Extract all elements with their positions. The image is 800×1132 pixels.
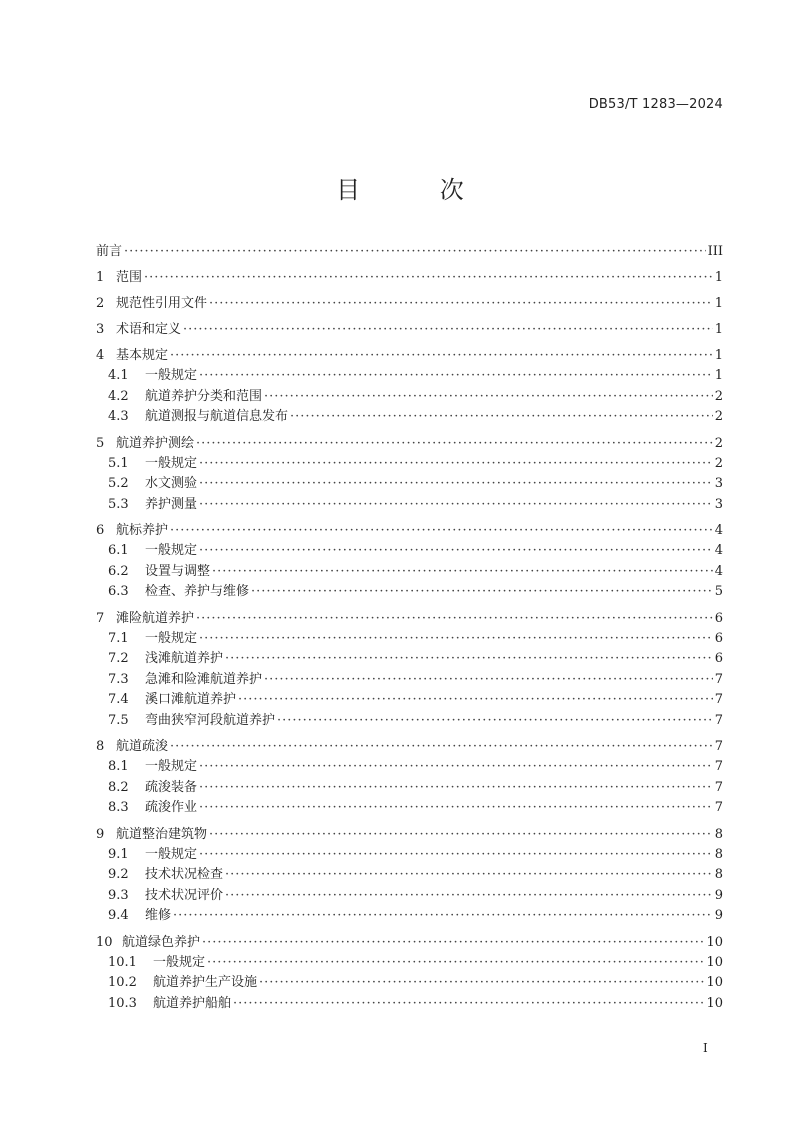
toc-entry-label: 范围 [116,270,143,285]
toc-page-number: 1 [714,368,723,383]
toc-dot-leader [199,366,713,387]
toc-entry[interactable] [96,294,723,314]
toc-entry-number: 1 [96,270,105,285]
toc-page-number: III [707,244,723,259]
toc-entry-label: 航道养护船舶 [153,995,232,1011]
toc-entry-number: 9 [96,826,105,842]
toc-page-number: 7 [714,800,723,815]
toc-entry-label: 一般规定 [145,759,198,774]
toc-entry-number: 6.3 [108,584,129,599]
toc-entry-label: 维修 [145,908,172,923]
toc-entry-label: 航道疏浚 [116,739,169,754]
toc-entry[interactable] [96,825,723,845]
toc-entry-number: 5 [96,435,105,451]
toc-page-number: 6 [714,651,723,666]
toc-entry-number: 10 [96,934,113,950]
toc-entry-label: 一般规定 [145,543,198,558]
toc-dot-leader [212,562,713,583]
toc-page-number: 8 [714,846,723,862]
toc-dot-leader [199,474,713,495]
toc-dot-leader [173,906,713,927]
toc-page-number: 1 [714,270,723,285]
toc-subentry[interactable] [96,562,723,583]
toc-dot-leader [199,778,713,799]
toc-entry-label: 前言 [96,244,123,259]
toc-entry-number: 9.3 [108,887,129,903]
page-title: 目 次 [336,176,500,204]
toc-dot-leader [144,268,713,288]
toc-entry[interactable] [96,933,723,953]
toc-entry-label: 航道养护生产设施 [153,975,258,990]
toc-page-number: 10 [706,975,723,990]
toc-page-number: 3 [714,476,723,491]
toc-dot-leader [225,886,713,907]
toc-entry-number: 9.2 [108,867,129,882]
toc-entry-number: 6.2 [108,563,129,579]
toc-page-number: 7 [714,779,723,795]
toc-entry-number: 9.1 [108,846,129,862]
toc-entry-label: 一般规定 [145,630,198,646]
toc-entry-number: 3 [96,322,105,337]
toc-dot-leader [199,757,713,778]
toc-entry-number: 7.1 [108,630,129,646]
toc-entry-label: 航道整治建筑物 [116,826,208,842]
toc-entry-number: 7.5 [108,712,129,728]
toc-entry-number: 5.1 [108,455,129,471]
toc-subentry[interactable] [96,474,723,495]
toc-subentry[interactable] [96,798,723,819]
toc-page-number: 4 [714,523,723,538]
toc-entry-label: 航道养护测绘 [116,435,195,451]
toc-dot-leader [170,521,713,541]
toc-page-number: 1 [714,348,723,363]
toc-subentry[interactable] [96,649,723,670]
toc-entry-number: 4.2 [108,388,129,404]
toc-page-number: 9 [714,908,723,923]
toc-page-number: 7 [714,712,723,728]
toc-subentry[interactable] [96,973,723,994]
toc-entry[interactable] [96,242,723,262]
toc-entry-number: 7.3 [108,671,129,687]
toc-page-number: 10 [706,934,723,950]
toc-entry-label: 养护测量 [145,496,198,512]
toc-entry-label: 滩险航道养护 [116,610,195,626]
toc-dot-leader [259,973,704,994]
toc-entry-label: 航道测报与航道信息发布 [145,409,289,424]
toc-page-number: 9 [714,887,723,903]
toc-page-number: 5 [714,584,723,599]
toc-dot-leader [264,670,713,691]
toc-entry-label: 疏浚装备 [145,779,198,795]
toc-dot-leader [290,407,713,428]
toc-subentry[interactable] [96,778,723,799]
toc-entry-number: 7.4 [108,692,129,707]
toc-page-number: 7 [714,692,723,707]
toc-dot-leader [199,454,713,475]
toc-subentry[interactable] [96,541,723,562]
toc-entry-number: 8.3 [108,800,129,815]
toc-subentry[interactable] [96,845,723,866]
toc-entry[interactable] [96,320,723,340]
toc-page-number: 10 [706,995,723,1011]
toc-subentry[interactable] [96,690,723,711]
toc-page-number: 1 [714,322,723,337]
toc-page-number: 10 [706,954,723,970]
toc-entry[interactable] [96,609,723,629]
toc-subentry[interactable] [96,757,723,778]
toc-page-number: 1 [714,296,723,311]
toc-entry-label: 技术状况检查 [145,867,224,882]
toc-entry-number: 10.1 [108,954,137,970]
toc-page-number: 2 [714,435,723,451]
toc-dot-leader [238,690,713,711]
toc-page-number: 7 [714,739,723,754]
toc-dot-leader [183,320,713,340]
toc-dot-leader [196,434,713,454]
toc-entry-label: 急滩和险滩航道养护 [145,671,263,687]
toc-dot-leader [202,933,704,953]
toc-subentry[interactable] [96,865,723,886]
toc-dot-leader [199,629,713,650]
toc-dot-leader [199,495,713,516]
toc-entry[interactable] [96,521,723,541]
toc-entry-label: 一般规定 [145,846,198,862]
toc-entry-label: 设置与调整 [145,563,211,579]
toc-entry-label: 术语和定义 [116,322,182,337]
toc-entry-number: 4.3 [108,409,129,424]
toc-entry-number: 7 [96,610,105,626]
toc-entry-number: 5.2 [108,476,129,491]
toc-page-number: 6 [714,630,723,646]
toc-dot-leader [170,737,713,757]
toc-entry-number: 8.1 [108,759,129,774]
toc-dot-leader [199,845,713,866]
toc-page-number: 7 [714,671,723,687]
toc-entry-label: 一般规定 [145,368,198,383]
toc-page-number: 7 [714,759,723,774]
toc-page-number: 8 [714,867,723,882]
toc-subentry[interactable] [96,387,723,408]
toc-entry-number: 4.1 [108,368,129,383]
toc-entry-label: 溪口滩航道养护 [145,692,237,707]
toc-entry-label: 基本规定 [116,348,169,363]
toc-dot-leader [264,387,713,408]
toc-page-number: 2 [714,455,723,471]
toc-page-number: 8 [714,826,723,842]
toc-dot-leader [225,649,713,670]
toc-entry-number: 8.2 [108,779,129,795]
toc-entry-label: 弯曲狭窄河段航道养护 [145,712,276,728]
toc-entry-number: 10.2 [108,975,137,990]
toc-subentry[interactable] [96,906,723,927]
toc-entry-number: 10.3 [108,995,137,1011]
toc-entry-number: 8 [96,739,105,754]
toc-entry[interactable] [96,737,723,757]
toc-entry[interactable] [96,434,723,454]
toc-subentry[interactable] [96,953,723,974]
toc-entry-number: 7.2 [108,651,129,666]
toc-dot-leader [209,294,713,314]
toc-entry-label: 水文测验 [145,476,198,491]
toc-page-number: 2 [714,388,723,404]
toc-subentry[interactable] [96,886,723,907]
toc-dot-leader [170,346,713,366]
toc-page-number: 3 [714,496,723,512]
toc-entry-label: 航道绿色养护 [122,934,201,950]
toc-entry-label: 一般规定 [153,954,206,970]
toc-entry-number: 2 [96,296,105,311]
toc-subentry[interactable] [96,711,723,732]
toc-dot-leader [251,582,713,603]
toc-entry-number: 5.3 [108,496,129,512]
toc-dot-leader [225,865,713,886]
toc-entry-label: 一般规定 [145,455,198,471]
toc-entry-number: 6.1 [108,543,129,558]
toc-entry-label: 航道养护分类和范围 [145,388,263,404]
toc-entry-label: 规范性引用文件 [116,296,208,311]
toc-entry-number: 4 [96,348,105,363]
toc-entry[interactable] [96,268,723,288]
toc-subentry[interactable] [96,454,723,475]
toc-page-number: 6 [714,610,723,626]
toc-dot-leader [196,609,713,629]
toc-dot-leader [199,798,713,819]
toc-entry-label: 疏浚作业 [145,800,198,815]
toc-entry[interactable] [96,346,723,366]
toc-dot-leader [233,994,704,1015]
toc-subentry[interactable] [96,629,723,650]
toc-page-number: 4 [714,563,723,579]
toc-subentry[interactable] [96,994,723,1015]
table-of-contents [96,242,723,1014]
toc-dot-leader [199,541,713,562]
toc-page-number: 4 [714,543,723,558]
toc-entry-label: 检查、养护与维修 [145,584,250,599]
page-number: I [703,1041,708,1055]
toc-entry-label: 浅滩航道养护 [145,651,224,666]
toc-dot-leader [124,242,706,262]
toc-dot-leader [277,711,713,732]
toc-page-number: 2 [714,409,723,424]
toc-subentry[interactable] [96,670,723,691]
document-code: DB53/T 1283—2024 [588,97,723,112]
toc-dot-leader [209,825,713,845]
toc-subentry[interactable] [96,582,723,603]
toc-entry-label: 技术状况评价 [145,887,224,903]
toc-entry-label: 航标养护 [116,523,169,538]
toc-subentry[interactable] [96,407,723,428]
toc-subentry[interactable] [96,366,723,387]
toc-entry-number: 6 [96,523,105,538]
toc-subentry[interactable] [96,495,723,516]
toc-entry-number: 9.4 [108,908,129,923]
toc-dot-leader [207,953,704,974]
